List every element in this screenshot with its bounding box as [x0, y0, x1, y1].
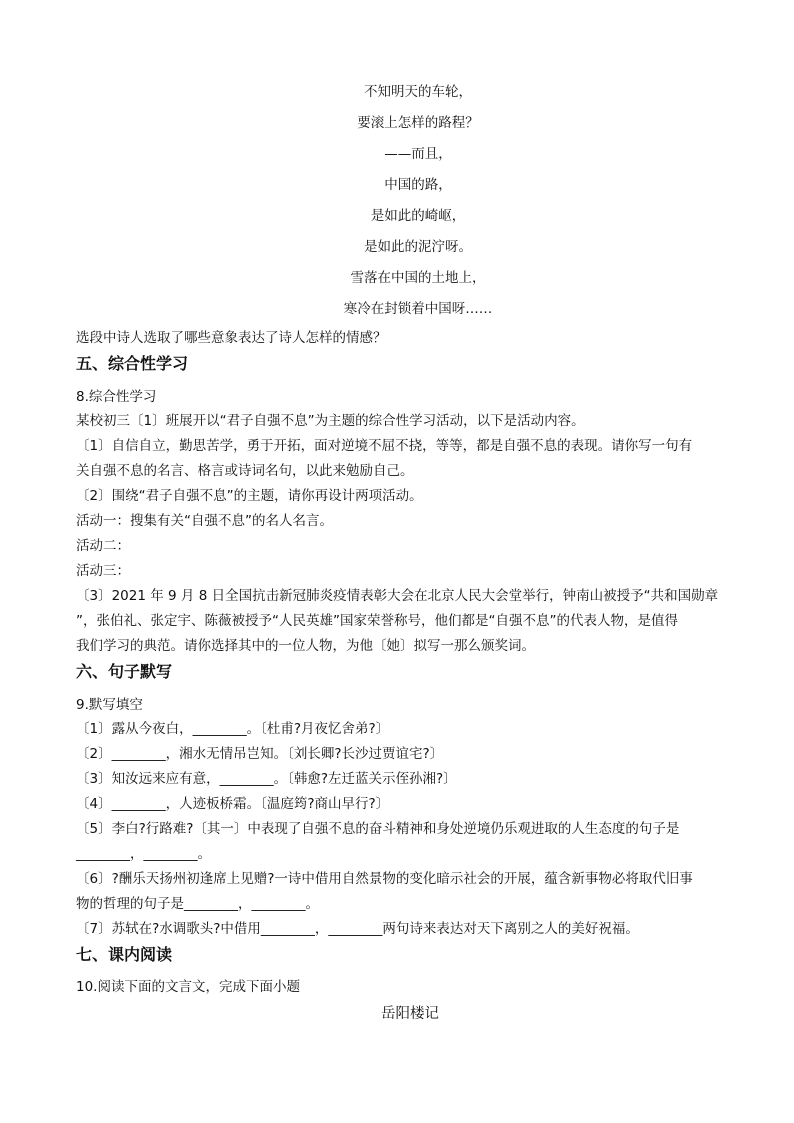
poem-line: 寒冷在封锁着中国呀…… — [343, 301, 493, 317]
text-line: 〔2〕________，湘水无情吊岂知。〔刘长卿?长沙过贾谊宅?〕 — [76, 746, 444, 762]
text-line: 我们学习的典范。请你选择其中的一位人物，为他〔她〕拟写一那么颁奖词。 — [76, 638, 535, 654]
text-line: 活动二： — [76, 538, 130, 554]
text-line: 物的哲理的句子是________，________。 — [76, 896, 319, 912]
text-line: ________，________。 — [76, 846, 211, 862]
poem-line: 要滚上怎样的路程？ — [357, 115, 479, 131]
poem-question: 选段中诗人选取了哪些意象表达了诗人怎样的情感？ — [76, 330, 387, 346]
text-line: 〔2〕围绕“君子自强不息”的主题，请你再设计两项活动。 — [76, 488, 423, 504]
question-number: 8.综合性学习 — [76, 389, 157, 405]
poem-line: 不知明天的车轮， — [364, 84, 472, 100]
poem-line: 中国的路， — [384, 177, 452, 193]
question-number: 10.阅读下面的文言文，完成下面小题 — [76, 979, 300, 995]
text-line: 〔1〕自信自立，勤思苦学，勇于开拓，面对逆境不屈不挠，等等，都是自强不息的表现。请你写一句有 — [76, 438, 693, 454]
question-number: 9.默写填空 — [76, 697, 143, 713]
text-line: 〔1〕露从今夜白，________。〔杜甫?月夜忆舍弟?〕 — [76, 721, 390, 737]
text-line: 〔3〕知汝远来应有意，________。〔韩愈?左迁蓝关示侄孙湘?〕 — [76, 771, 457, 787]
text-line: 活动一：搜集有关“自强不息”的名人名言。 — [76, 513, 333, 529]
text-line: 活动三： — [76, 563, 130, 579]
text-line: 某校初三〔1〕班展开以“君子自强不息”为主题的综合性学习活动，以下是活动内容。 — [76, 413, 585, 429]
text-line: 关自强不息的名言、格言或诗词名句，以此来勉励自己。 — [76, 463, 414, 479]
text-line: 〔6〕?酬乐天扬州初逢席上见赠?一诗中借用自然景物的变化暗示社会的开展，蕴含新事物必将取代旧事 — [76, 871, 693, 887]
text-line: 〔5〕李白?行路难?〔其一〕中表现了自强不息的奋斗精神和身处逆境仍乐观进取的人生态度的句子是 — [76, 821, 680, 837]
poem-line: ——而且， — [384, 146, 452, 162]
section-heading: 六、句子默写 — [76, 662, 173, 681]
poem-line: 雪落在中国的土地上， — [350, 270, 486, 286]
article-title: 岳阳楼记 — [381, 1006, 439, 1022]
poem-line: 是如此的崎岖， — [370, 208, 466, 224]
poem-line: 是如此的泥泞呀。 — [364, 239, 472, 255]
text-line: 〔3〕2021 年 9 月 8 日全国抗击新冠肺炎疫情表彰大会在北京人民大会堂举行，钟南山被授予“共和国勋章 — [76, 588, 719, 604]
text-line: 〔7〕苏轼在?水调歌头?中借用________，________两句诗来表达对天下离别之人的美好祝福。 — [76, 921, 639, 937]
section-heading: 七、课内阅读 — [76, 945, 173, 964]
text-line: ”，张伯礼、张定宇、陈薇被授予“人民英雄”国家荣誉称号，他们都是“自强不息”的代表人物，是值得 — [76, 613, 678, 629]
text-line: 〔4〕________，人迹板桥霜。〔温庭筠?商山早行?〕 — [76, 796, 390, 812]
section-heading: 五、综合性学习 — [76, 354, 189, 373]
